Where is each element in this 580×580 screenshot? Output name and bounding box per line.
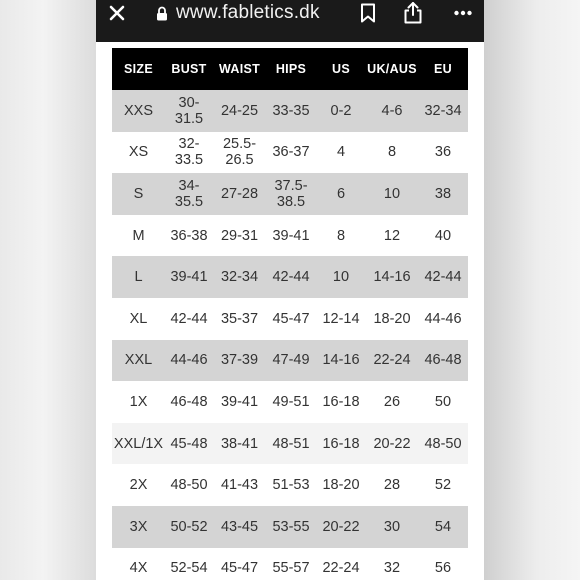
close-button[interactable] bbox=[106, 0, 128, 26]
measurement-cell bbox=[366, 132, 418, 174]
size-label-cell bbox=[112, 548, 165, 580]
cell-text: 51-53 bbox=[272, 477, 310, 494]
cell-text: 6 bbox=[336, 185, 346, 202]
cell-text: 30- 31.5 bbox=[174, 94, 204, 127]
cell-text: 3X bbox=[129, 518, 148, 535]
cell-text: XXL bbox=[124, 352, 153, 369]
cell-text: 46-48 bbox=[170, 393, 208, 410]
column-header: HIPS bbox=[266, 48, 316, 90]
measurement-cell bbox=[165, 215, 213, 257]
cell-text: 30 bbox=[383, 518, 401, 535]
cell-text: 0-2 bbox=[330, 102, 352, 119]
cell-text: 45-47 bbox=[220, 560, 259, 577]
cell-text: 18-20 bbox=[373, 310, 411, 327]
cell-text: 10 bbox=[332, 269, 350, 286]
measurement-cell bbox=[266, 464, 316, 506]
measurement-cell bbox=[418, 340, 468, 382]
measurement-cell bbox=[418, 506, 468, 548]
measurement-cell bbox=[266, 506, 316, 548]
phone-bezel-left bbox=[0, 0, 96, 580]
column-header: UK/AUS bbox=[366, 48, 418, 90]
cell-text: 49-51 bbox=[272, 393, 310, 410]
table-row bbox=[112, 548, 468, 580]
cell-text: 45-47 bbox=[272, 310, 310, 327]
cell-text: 47-49 bbox=[272, 352, 310, 369]
table-row bbox=[112, 90, 468, 132]
measurement-cell bbox=[165, 340, 213, 382]
measurement-cell bbox=[165, 381, 213, 423]
measurement-cell bbox=[165, 90, 213, 132]
measurement-cell bbox=[418, 423, 468, 465]
cell-text: 14-16 bbox=[322, 352, 360, 369]
column-header: EU bbox=[418, 48, 468, 90]
cell-text: 36-38 bbox=[170, 227, 208, 244]
cell-text: 53-55 bbox=[272, 518, 310, 535]
size-label-cell bbox=[112, 423, 165, 465]
cell-text: 4-6 bbox=[381, 102, 403, 119]
measurement-cell bbox=[366, 215, 418, 257]
cell-text: 26 bbox=[383, 393, 401, 410]
cell-text: 48-51 bbox=[272, 435, 310, 452]
cell-text: 2X bbox=[129, 477, 148, 494]
measurement-cell bbox=[213, 298, 266, 340]
cell-text: 37-39 bbox=[220, 352, 259, 369]
measurement-cell bbox=[316, 506, 366, 548]
cell-text: L bbox=[134, 269, 143, 286]
measurement-cell bbox=[418, 381, 468, 423]
size-chart-table bbox=[112, 48, 468, 580]
measurement-cell bbox=[165, 506, 213, 548]
cell-text: 32- 33.5 bbox=[174, 136, 204, 169]
cell-text: 36 bbox=[434, 144, 452, 161]
measurement-cell bbox=[316, 132, 366, 174]
cell-text: 4X bbox=[129, 560, 148, 577]
size-label-cell bbox=[112, 340, 165, 382]
cell-text: 32-34 bbox=[424, 102, 462, 119]
share-button[interactable] bbox=[402, 0, 424, 26]
table-row bbox=[112, 298, 468, 340]
cell-text: XS bbox=[128, 144, 149, 161]
cell-text: 33-35 bbox=[272, 102, 310, 119]
cell-text: 27-28 bbox=[220, 185, 259, 202]
measurement-cell bbox=[165, 173, 213, 215]
measurement-cell bbox=[316, 340, 366, 382]
url-text: www.fabletics.dk bbox=[176, 2, 320, 23]
cell-text: 1X bbox=[129, 393, 148, 410]
cell-text: 35-37 bbox=[220, 310, 259, 327]
measurement-cell bbox=[165, 298, 213, 340]
size-label-cell bbox=[112, 90, 165, 132]
cell-text: 8 bbox=[336, 227, 346, 244]
bookmark-button[interactable] bbox=[358, 0, 378, 26]
size-label-cell bbox=[112, 173, 165, 215]
cell-text: 12 bbox=[383, 227, 401, 244]
cell-text: 39-41 bbox=[272, 227, 310, 244]
cell-text: 43-45 bbox=[220, 518, 259, 535]
measurement-cell bbox=[266, 132, 316, 174]
table-row bbox=[112, 173, 468, 215]
column-header: SIZE bbox=[112, 48, 165, 90]
cell-text: 56 bbox=[434, 560, 452, 577]
measurement-cell bbox=[213, 548, 266, 580]
size-label-cell bbox=[112, 215, 165, 257]
cell-text: 48-50 bbox=[170, 477, 208, 494]
share-icon bbox=[403, 2, 423, 24]
measurement-cell bbox=[316, 381, 366, 423]
measurement-cell bbox=[213, 256, 266, 298]
column-header: WAIST bbox=[213, 48, 266, 90]
address-bar[interactable] bbox=[156, 0, 320, 26]
measurement-cell bbox=[316, 423, 366, 465]
size-label-cell bbox=[112, 132, 165, 174]
measurement-cell bbox=[418, 90, 468, 132]
column-header: BUST bbox=[165, 48, 213, 90]
lock-icon bbox=[156, 6, 168, 21]
measurement-cell bbox=[316, 298, 366, 340]
measurement-cell bbox=[316, 548, 366, 580]
browser-toolbar bbox=[96, 0, 484, 42]
cell-text: 10 bbox=[383, 185, 401, 202]
cell-text: 22-24 bbox=[322, 560, 360, 577]
measurement-cell bbox=[213, 340, 266, 382]
phone-screen bbox=[96, 0, 484, 580]
phone-bezel-right bbox=[484, 0, 580, 580]
cell-text: 25.5- 26.5 bbox=[222, 136, 257, 169]
table-row bbox=[112, 506, 468, 548]
measurement-cell bbox=[165, 132, 213, 174]
measurement-cell bbox=[266, 90, 316, 132]
cell-text: 42-44 bbox=[424, 269, 462, 286]
measurement-cell bbox=[316, 90, 366, 132]
table-row bbox=[112, 132, 468, 174]
measurement-cell bbox=[165, 423, 213, 465]
cell-text: 14-16 bbox=[373, 269, 411, 286]
cell-text: 22-24 bbox=[373, 352, 411, 369]
measurement-cell bbox=[316, 464, 366, 506]
cell-text: 12-14 bbox=[322, 310, 360, 327]
measurement-cell bbox=[418, 132, 468, 174]
measurement-cell bbox=[165, 548, 213, 580]
measurement-cell bbox=[366, 548, 418, 580]
cell-text: 41-43 bbox=[220, 477, 259, 494]
size-label-cell bbox=[112, 381, 165, 423]
table-row bbox=[112, 256, 468, 298]
measurement-cell bbox=[366, 423, 418, 465]
cell-text: 39-41 bbox=[170, 269, 208, 286]
column-header: US bbox=[316, 48, 366, 90]
measurement-cell bbox=[213, 423, 266, 465]
cell-text: 29-31 bbox=[220, 227, 259, 244]
size-label-cell bbox=[112, 464, 165, 506]
cell-text: 44-46 bbox=[424, 310, 462, 327]
cell-text: 52-54 bbox=[170, 560, 208, 577]
cell-text: 16-18 bbox=[322, 393, 360, 410]
size-label-cell bbox=[112, 298, 165, 340]
measurement-cell bbox=[213, 132, 266, 174]
cell-text: S bbox=[133, 185, 144, 202]
measurement-cell bbox=[266, 381, 316, 423]
cell-text: 42-44 bbox=[170, 310, 208, 327]
cell-text: XXL/1X bbox=[113, 435, 164, 452]
measurement-cell bbox=[366, 340, 418, 382]
cell-text: XL bbox=[129, 310, 148, 327]
measurement-cell bbox=[266, 256, 316, 298]
measurement-cell bbox=[366, 256, 418, 298]
measurement-cell bbox=[266, 215, 316, 257]
cell-text: 32 bbox=[383, 560, 401, 577]
table-row bbox=[112, 215, 468, 257]
cell-text: 39-41 bbox=[220, 393, 259, 410]
more-dots-icon bbox=[454, 10, 472, 16]
measurement-cell bbox=[165, 256, 213, 298]
table-row bbox=[112, 464, 468, 506]
measurement-cell bbox=[266, 298, 316, 340]
measurement-cell bbox=[366, 506, 418, 548]
size-chart bbox=[112, 48, 468, 580]
measurement-cell bbox=[213, 464, 266, 506]
measurement-cell bbox=[213, 215, 266, 257]
cell-text: 52 bbox=[434, 477, 452, 494]
size-label-cell bbox=[112, 506, 165, 548]
table-row bbox=[112, 423, 468, 465]
measurement-cell bbox=[165, 464, 213, 506]
cell-text: 48-50 bbox=[424, 435, 462, 452]
measurement-cell bbox=[266, 423, 316, 465]
measurement-cell bbox=[316, 173, 366, 215]
more-options-button[interactable] bbox=[452, 0, 474, 26]
measurement-cell bbox=[266, 548, 316, 580]
measurement-cell bbox=[366, 173, 418, 215]
measurement-cell bbox=[418, 256, 468, 298]
cell-text: 20-22 bbox=[373, 435, 411, 452]
measurement-cell bbox=[366, 464, 418, 506]
table-row bbox=[112, 381, 468, 423]
cell-text: 18-20 bbox=[322, 477, 360, 494]
measurement-cell bbox=[366, 298, 418, 340]
cell-text: 54 bbox=[434, 518, 452, 535]
cell-text: 50 bbox=[434, 393, 452, 410]
cell-text: 4 bbox=[336, 144, 346, 161]
cell-text: 8 bbox=[387, 144, 397, 161]
cell-text: 38-41 bbox=[220, 435, 259, 452]
cell-text: 55-57 bbox=[272, 560, 310, 577]
cell-text: 40 bbox=[434, 227, 452, 244]
measurement-cell bbox=[418, 548, 468, 580]
cell-text: 45-48 bbox=[170, 435, 208, 452]
cell-text: 44-46 bbox=[170, 352, 208, 369]
measurement-cell bbox=[213, 173, 266, 215]
cell-text: M bbox=[132, 227, 145, 244]
measurement-cell bbox=[366, 381, 418, 423]
cell-text: 42-44 bbox=[272, 269, 310, 286]
cell-text: 50-52 bbox=[170, 518, 208, 535]
measurement-cell bbox=[316, 256, 366, 298]
size-label-cell bbox=[112, 256, 165, 298]
table-header-row bbox=[112, 48, 468, 90]
cell-text: 32-34 bbox=[220, 269, 259, 286]
cell-text: 24-25 bbox=[220, 102, 259, 119]
close-icon bbox=[109, 5, 125, 21]
measurement-cell bbox=[213, 90, 266, 132]
table-row bbox=[112, 340, 468, 382]
cell-text: 28 bbox=[383, 477, 401, 494]
cell-text: 38 bbox=[434, 185, 452, 202]
measurement-cell bbox=[213, 381, 266, 423]
bookmark-icon bbox=[360, 3, 376, 23]
cell-text: 36-37 bbox=[272, 144, 310, 161]
measurement-cell bbox=[418, 298, 468, 340]
measurement-cell bbox=[366, 90, 418, 132]
measurement-cell bbox=[418, 173, 468, 215]
measurement-cell bbox=[418, 464, 468, 506]
cell-text: 20-22 bbox=[322, 518, 360, 535]
measurement-cell bbox=[213, 506, 266, 548]
measurement-cell bbox=[266, 173, 316, 215]
cell-text: 34- 35.5 bbox=[174, 177, 204, 210]
measurement-cell bbox=[418, 215, 468, 257]
cell-text: 46-48 bbox=[424, 352, 462, 369]
measurement-cell bbox=[266, 340, 316, 382]
cell-text: 37.5- 38.5 bbox=[274, 177, 308, 210]
cell-text: XXS bbox=[123, 102, 153, 119]
cell-text: 16-18 bbox=[322, 435, 360, 452]
measurement-cell bbox=[316, 215, 366, 257]
